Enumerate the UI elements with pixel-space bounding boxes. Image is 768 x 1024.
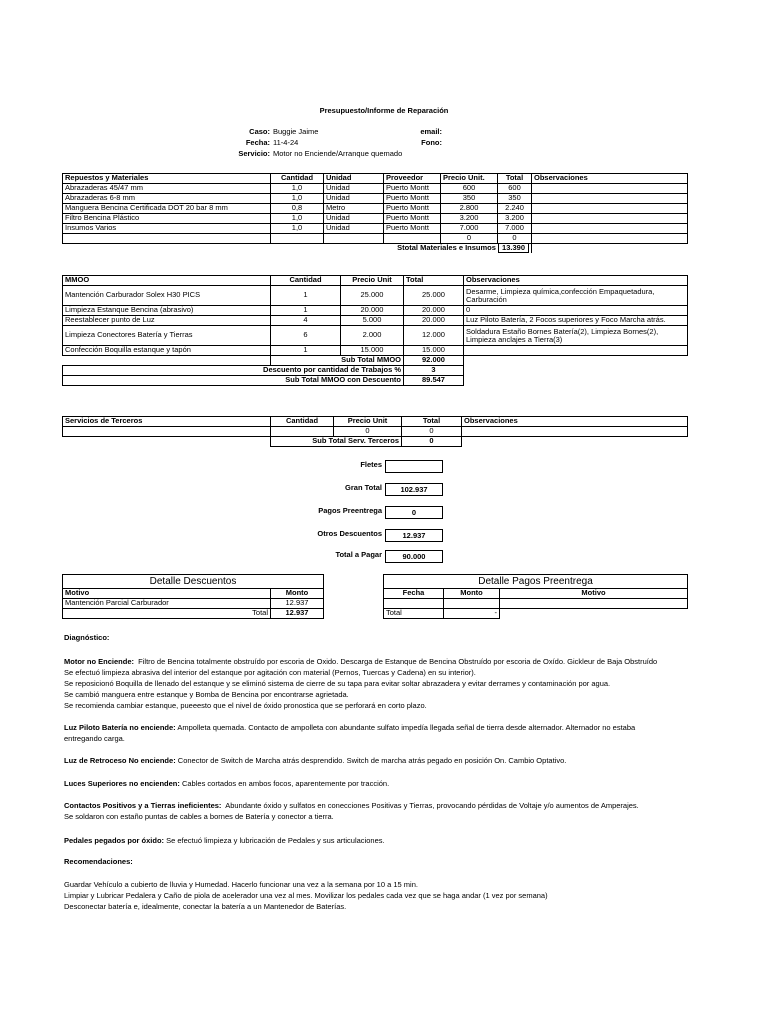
subtotal-label: Stotal Materiales e Insumos 13.390 [384,244,532,254]
cell: 2.000 [341,326,404,346]
table-row [63,234,688,244]
contactos-line: Abundante óxido y sulfatos en conecciones Positivas y Tierras, provocando pérdidas de Voltaje y/o aumentos de Amperajes. [225,801,639,810]
cell: 1 [271,346,341,356]
cell: 20.000 [404,306,464,316]
col-header: Precio Unit. [441,174,498,184]
cell: 6 [271,326,341,346]
detalle-pagos-title: Detalle Pagos Preentrega [384,575,688,589]
descuentos-total-label: Total [63,609,271,619]
cell: 1,0 [271,214,324,224]
descuentos-total-row [63,609,324,619]
cell: Desarme, Limpieza química,confección Empaquetadura, Carburación [464,286,688,306]
cell: 15.000 [404,346,464,356]
cell [532,224,688,234]
col-header: Total [404,276,464,286]
subtotal-value: 13.390 [498,244,529,254]
email-label: email: [420,127,442,136]
col-header: Precio Unit [334,417,402,427]
cell: 1 [271,286,341,306]
cell: Abrazaderas 6-8 mm [63,194,271,204]
cell [271,234,324,244]
terceros-subtotal-label: Sub Total Serv. Terceros [271,437,402,447]
pagos-total-label: Total [384,609,444,619]
motor-line: Se reposicionó Boquilla de llenado del estanque y se eliminó sistema de cierre de su tapa para evitar soltar abrazadera y evitar derrames y contaminación por agua. [64,679,611,688]
cell: 600 [498,184,532,194]
retroceso-label: Luz de Retroceso No enciende: [64,756,176,765]
luces-label: Luces Superiores no encienden: [64,779,180,788]
mmoo-descuento-value: 3 [404,366,464,376]
contactos-line: Se soldaron con estaño puntas de cables a bornes de Batería y conector a tierra. [64,812,334,821]
cell: 1,0 [271,194,324,204]
cell: 12.937 [271,599,324,609]
cell: Mantención Carburador Solex H30 PICS [63,286,271,306]
cell: Confección Boquilla estanque y tapón [63,346,271,356]
col-header: Total [402,417,462,427]
subtotal-row [63,244,688,254]
recomendacion-line: Limpiar y Lubricar Pedalera y Caño de piola de acelerador una vez al mes. Movilizar los pedales cada vez que se haga andar (1 vez por semana) [64,891,548,900]
luz-line: entregando carga. [64,734,125,743]
col-header: Observaciones [532,174,688,184]
fletes-label: Fletes [360,460,382,469]
cell: Luz Piloto Batería, 2 Focos superiores y Foco Marcha atrás. [464,316,688,326]
page-title: Presupuesto/Informe de Reparación [319,106,449,115]
table-row [63,599,324,609]
descuentos-total-value: 12.937 [271,609,324,619]
motor-paragraph [64,656,704,711]
cell: 5.000 [341,316,404,326]
mmoo-table [62,275,688,386]
cell: 0 [498,234,532,244]
fletes-value [385,460,443,473]
servicio-value: Motor no Enciende/Arranque quemado [273,149,403,158]
cell: 3.200 [441,214,498,224]
pedales-paragraph [64,835,704,846]
pedales-text: Se efectuó limpieza y lubricación de Pedales y sus articulaciones. [166,836,385,845]
terceros-subtotal-row [63,437,688,447]
cell [532,234,688,244]
terceros-table [62,416,688,447]
total-a-pagar-value: 90.000 [385,550,443,563]
cell [532,194,688,204]
otros-descuentos-value: 12.937 [385,529,443,542]
col-header: Monto [444,589,500,599]
retroceso-paragraph [64,755,704,766]
table-row [63,316,688,326]
cell: 0,8 [271,204,324,214]
mmoo-descuento-row [63,366,688,376]
motor-label: Motor no Enciende: [64,657,134,666]
detalle-pagos-table [383,574,688,619]
fecha-value: 11-4-24 [273,138,299,147]
cell: 12.000 [404,326,464,346]
table-row [63,214,688,224]
col-header: Motivo [500,589,688,599]
gran-total-value: 102.937 [385,483,443,496]
cell: Puerto Montt [384,194,441,204]
table-row [384,599,688,609]
luces-text: Cables cortados en ambos focos, aparentemente por tracción. [181,779,390,788]
col-header: MMOO [63,276,271,286]
detalle-descuentos-table [62,574,324,619]
cell: 0 [464,306,688,316]
col-header: Servicios de Terceros [63,417,271,427]
otros-descuentos-label: Otros Descuentos [317,529,382,538]
cell: 350 [498,194,532,204]
recomendacion-line: Desconectar batería e, idealmente, conectar la batería a un Mantenedor de Baterías. [64,902,347,911]
cell [324,234,384,244]
cell: 1 [271,306,341,316]
motor-line: Se recomienda cambiar estanque, pueeesto que el nivel de óxido pronostica que se perforará en corto plazo. [64,701,427,710]
table-row [63,306,688,316]
motor-line: Se efectuó limpieza abrasiva del interior del estanque por agitación con material (Pernos, Tuercas y Cadena) en su interior). [64,668,476,677]
cell [63,234,271,244]
table-row [63,286,688,306]
fecha-label: Fecha: [245,138,270,147]
pagos-preentrega-label: Pagos Preentrega [318,506,382,515]
mmoo-subtotal-desc-row [63,376,688,386]
cell: Unidad [324,224,384,234]
cell [532,184,688,194]
cell: 25.000 [404,286,464,306]
gran-total-label: Gran Total [345,483,382,492]
cell: 2.240 [498,204,532,214]
cell: Puerto Montt [384,204,441,214]
cell: Puerto Montt [384,214,441,224]
luces-paragraph [64,778,704,789]
cell: 350 [441,194,498,204]
cell: 2.800 [441,204,498,214]
col-header: Fecha [384,589,444,599]
cell: 20.000 [404,316,464,326]
cell: Puerto Montt [384,184,441,194]
pedales-label: Pedales pegados por óxido: [64,836,165,845]
cell: Metro [324,204,384,214]
pagos-total-value: - [444,609,500,619]
col-header: Cantidad [271,276,341,286]
cell: 7.000 [441,224,498,234]
col-header: Repuestos y Materiales [63,174,271,184]
luz-piloto-paragraph [64,722,704,744]
cell: Unidad [324,194,384,204]
cell: 15.000 [341,346,404,356]
motor-line: Filtro de Bencina totalmente obstruído por escoria de Oxido. Descarga de Estanque de Bencina Obstruído por escoria de Oxído. Gickleur de Baja Obstruído [138,657,658,666]
recomendaciones-paragraph [64,879,704,912]
cell: 20.000 [341,306,404,316]
caso-label: Caso: [249,127,270,136]
recomendaciones-title: Recomendaciones: [64,857,133,866]
mmoo-subtotal-value: 92.000 [404,356,464,366]
col-header: Cantidad [271,174,324,184]
cell: Unidad [324,214,384,224]
cell: Insumos Varios [63,224,271,234]
col-header: Unidad [324,174,384,184]
cell [271,427,334,437]
cell [462,427,688,437]
luz-line: Ampolleta quemada. Contacto de ampolleta con abundante sulfato impedía llegada señal de tierra desde alternador. Alternador no estaba [177,723,636,732]
col-header: Total [498,174,532,184]
luz-label: Luz Piloto Batería no enciende: [64,723,176,732]
cell: 0 [402,427,462,437]
cell: Manguera Bencina Certificada DOT 20 bar 8 mm [63,204,271,214]
cell: 600 [441,184,498,194]
col-header: Monto [271,589,324,599]
cell: Filtro Bencina Plástico [63,214,271,224]
cell: 4 [271,316,341,326]
cell: 1,0 [271,224,324,234]
pagos-preentrega-value: 0 [385,506,443,519]
col-header: Motivo [63,589,271,599]
col-header: Observaciones [464,276,688,286]
cell: 0 [441,234,498,244]
table-row [63,346,688,356]
repuestos-table [62,173,688,253]
motor-line: Se cambió manguera entre estanque y Bomba de Bencina por encontrarse agrietada. [64,690,349,699]
terceros-subtotal-value: 0 [402,437,462,447]
servicio-label: Servicio: [238,149,270,158]
caso-value: Buggie Jaime [273,127,319,136]
cell: Abrazaderas 45/47 mm [63,184,271,194]
diagnostico-title: Diagnóstico: [64,633,110,642]
mmoo-subtotal-row [63,356,688,366]
cell [384,234,441,244]
col-header: Proveedor [384,174,441,184]
table-row [63,204,688,214]
cell: 7.000 [498,224,532,234]
cell [63,427,271,437]
contactos-paragraph [64,800,704,822]
cell [532,204,688,214]
cell [532,214,688,224]
retroceso-text: Conector de Switch de Marcha atrás desprendido. Switch de marcha atrás pegado en posición On. Cambio Optativo. [177,756,567,765]
cell: 1,0 [271,184,324,194]
fono-label: Fono: [421,138,442,147]
repuestos-header-row [63,174,688,184]
cell: Puerto Montt [384,224,441,234]
mmoo-subtotal-desc-label: Sub Total MMOO con Descuento [63,376,404,386]
col-header: Precio Unit [341,276,404,286]
col-header: Cantidad [271,417,334,427]
mmoo-header-row [63,276,688,286]
pagos-total-row [384,609,688,619]
cell: Soldadura Estaño Bornes Batería(2), Limpieza Bornes(2), Limpieza anclajes a Tierra(3) [464,326,688,346]
table-row [63,326,688,346]
cell: Limpieza Estanque Bencina (abrasivo) [63,306,271,316]
cell: 25.000 [341,286,404,306]
recomendacion-line: Guardar Vehículo a cubierto de lluvia y Humedad. Hacerlo funcionar una vez a la semana por 10 a 15 min. [64,880,418,889]
table-row [63,194,688,204]
mmoo-subtotal-desc-value: 89.547 [404,376,464,386]
cell: Limpieza Conectores Batería y Tierras [63,326,271,346]
cell: Unidad [324,184,384,194]
cell: Reestablecer punto de Luz [63,316,271,326]
mmoo-subtotal-label: Sub Total MMOO [271,356,404,366]
table-row [63,184,688,194]
terceros-header-row [63,417,688,427]
total-a-pagar-label: Total a Pagar [335,550,382,559]
detalle-descuentos-title: Detalle Descuentos [63,575,324,589]
table-row [63,224,688,234]
contactos-label: Contactos Positivos y a Tierras ineficientes: [64,801,222,810]
table-row [63,427,688,437]
cell [464,346,688,356]
mmoo-descuento-label: Descuento por cantidad de Trabajos % [63,366,404,376]
cell: Mantención Parcial Carburador [63,599,271,609]
cell: 3.200 [498,214,532,224]
col-header: Observaciones [462,417,688,427]
cell: 0 [334,427,402,437]
